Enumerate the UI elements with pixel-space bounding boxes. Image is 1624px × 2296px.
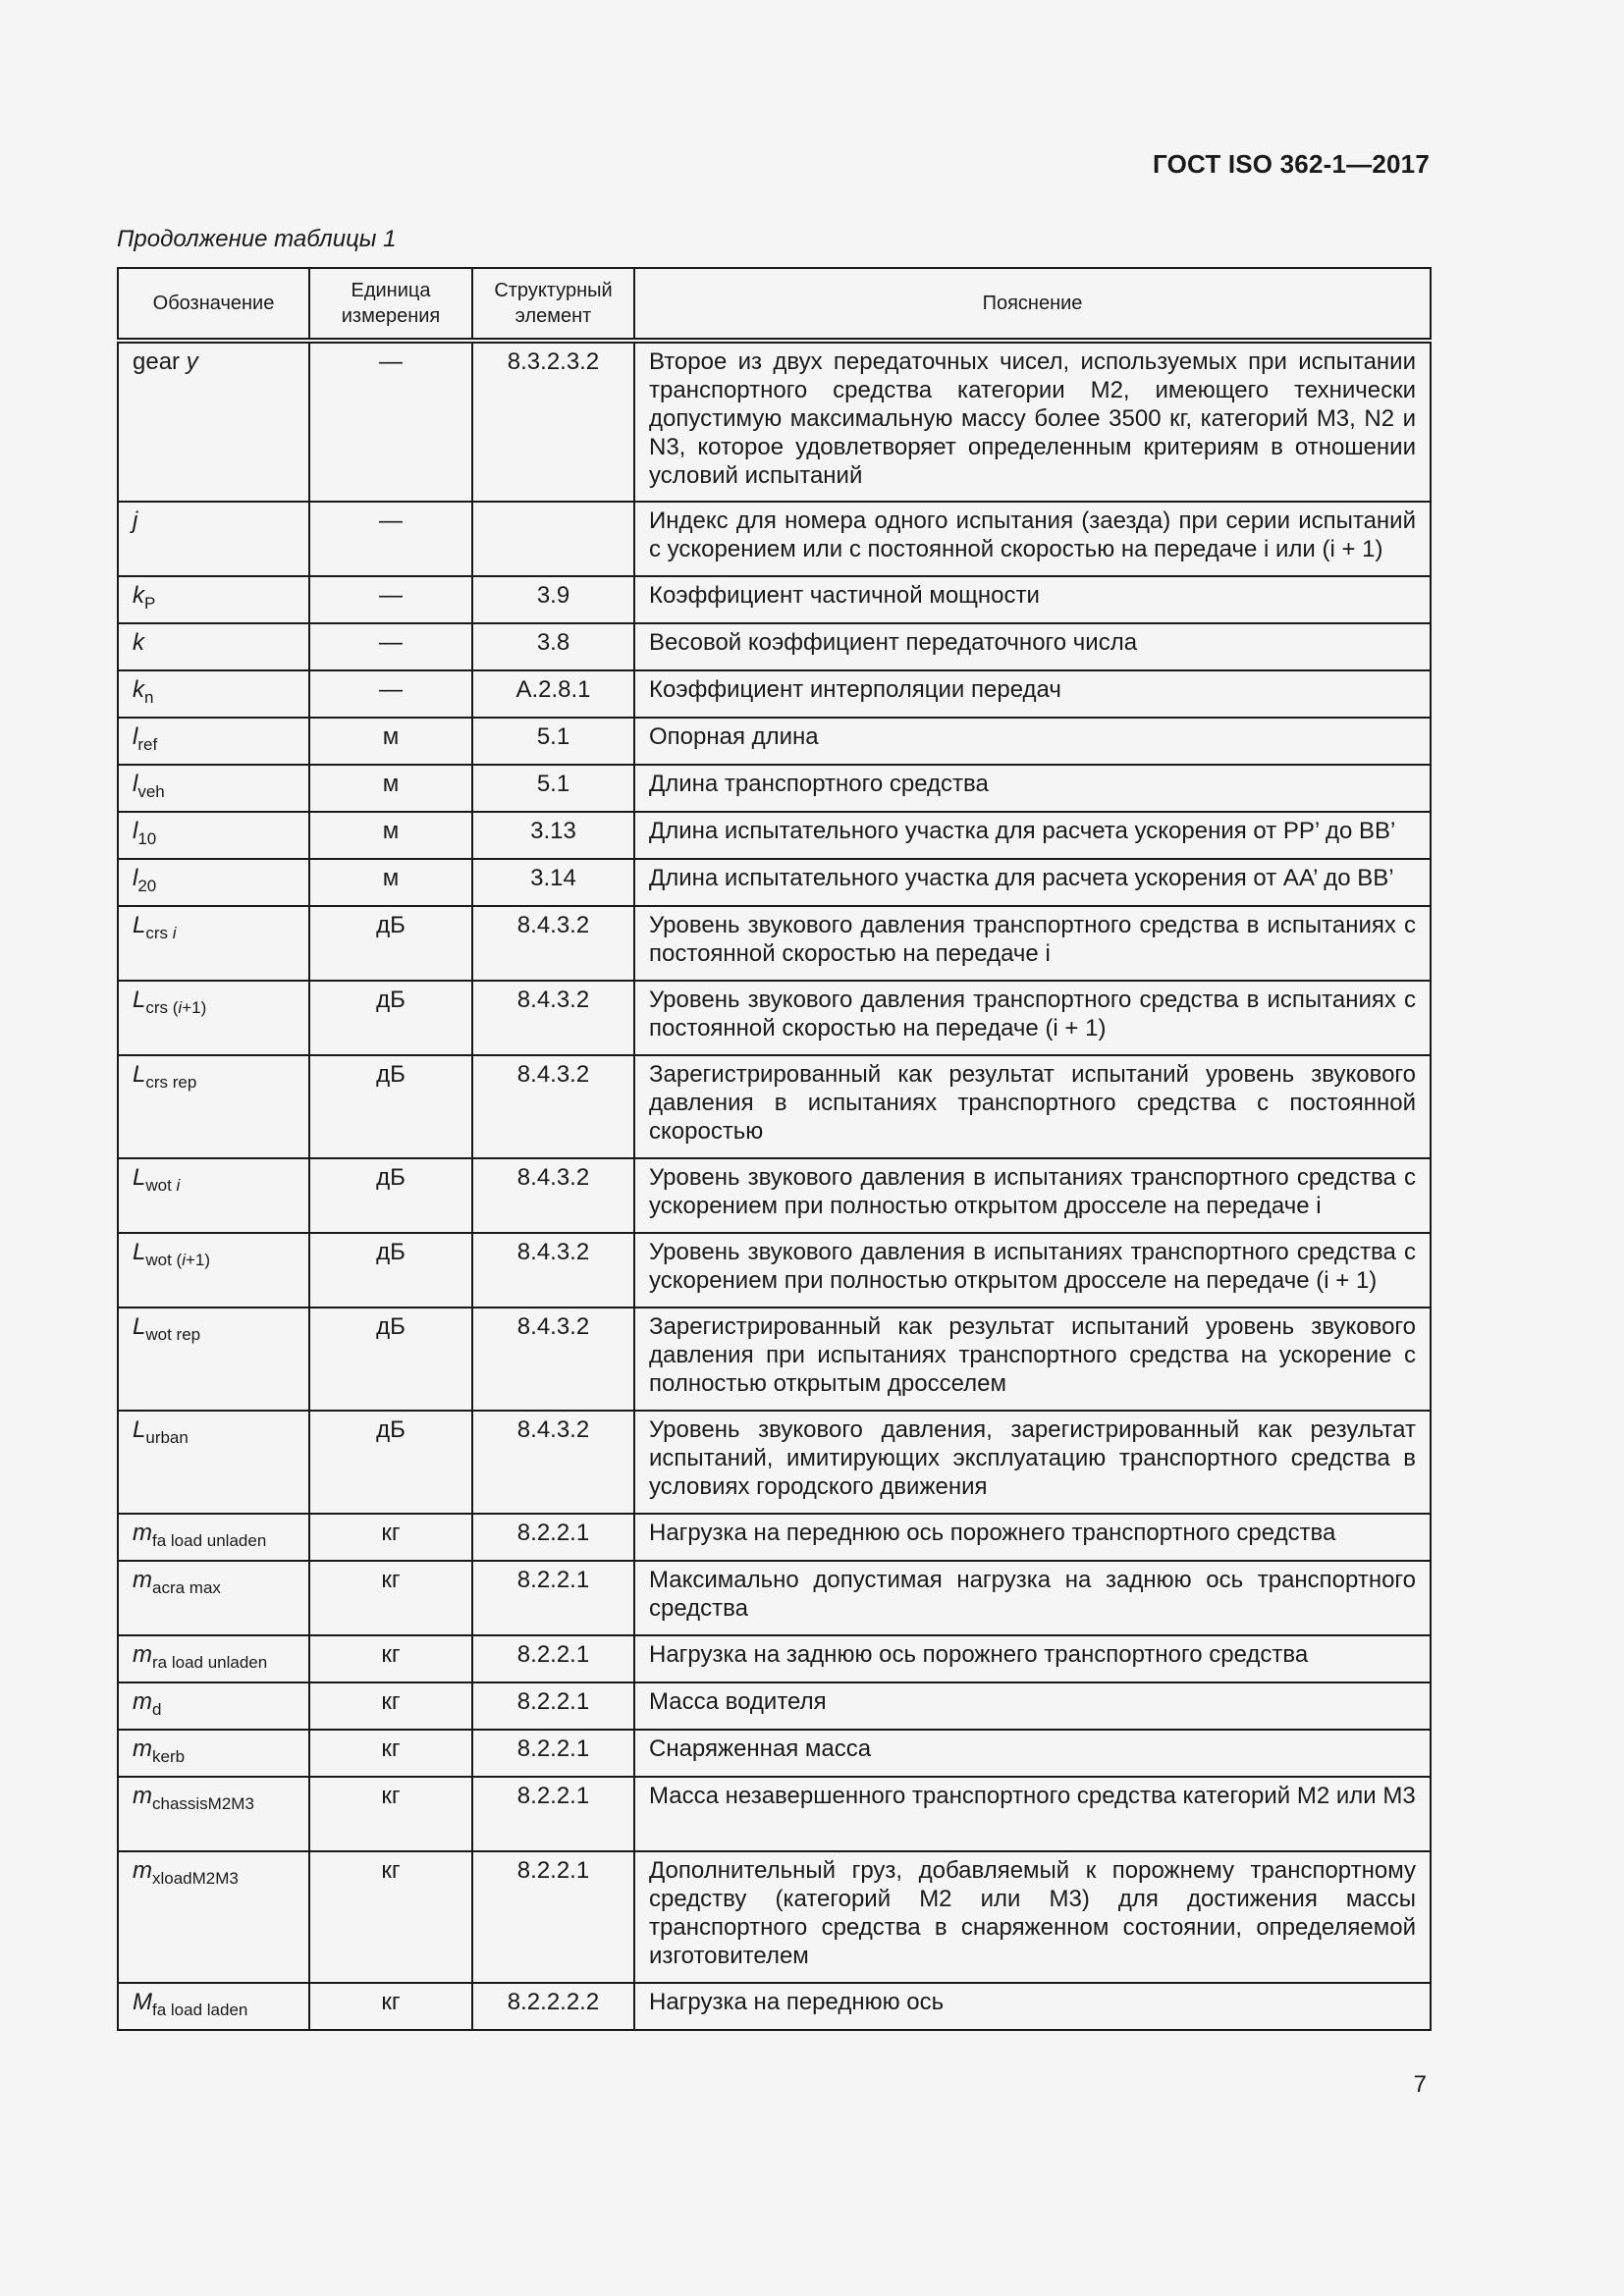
symbol-letter: m: [133, 1567, 152, 1593]
explanation-cell: Нагрузка на переднюю ось: [634, 1983, 1431, 2030]
symbol-cell: [118, 1730, 309, 1777]
unit-cell: —: [309, 623, 472, 670]
table-row: [118, 1682, 1431, 1730]
document-code: ГОСТ ISO 362-1—2017: [1152, 149, 1430, 179]
explanation-cell: Уровень звукового давления транспортного средства в испытаниях с постоянной скоростью на передаче (i + 1): [634, 981, 1431, 1055]
element-cell: 5.1: [472, 765, 634, 812]
table-caption: Продолжение таблицы 1: [117, 226, 397, 252]
explanation-cell: Второе из двух передаточных чисел, используемых при испытании транспортного средства категории М2, имеющего технически допустимую максимальную массу более 3500 кг, категорий М3, N2 и N3, которое удовлетворяет определенным критериям в отношении условий испытаний: [634, 341, 1431, 502]
table-row: [118, 1730, 1431, 1777]
unit-cell: м: [309, 812, 472, 859]
symbol-letter: m: [133, 1520, 152, 1546]
element-cell: 8.2.2.1: [472, 1561, 634, 1635]
table-row: [118, 1635, 1431, 1682]
unit-cell: м: [309, 718, 472, 765]
symbol: [133, 1164, 181, 1195]
unit-cell: кг: [309, 1635, 472, 1682]
explanation-cell: Зарегистрированный как результат испытаний уровень звукового давления в испытаниях транспортного средства с постоянной скоростью: [634, 1055, 1431, 1158]
symbols-table: [117, 267, 1432, 2031]
table-row: [118, 1983, 1431, 2030]
table-body: [118, 341, 1431, 2030]
symbol-subscript: wot rep: [145, 1325, 201, 1344]
table-row: [118, 502, 1431, 576]
element-cell: 3.13: [472, 812, 634, 859]
symbol-subscript: chassisM2M3: [152, 1794, 254, 1813]
symbol: [133, 912, 177, 942]
symbol-letter: l: [133, 723, 138, 750]
symbol-subscript: urban: [145, 1428, 189, 1447]
symbol-subscript: kerb: [152, 1747, 186, 1766]
explanation-cell: Опорная длина: [634, 718, 1431, 765]
element-cell: 8.4.3.2: [472, 906, 634, 981]
symbol-cell: [118, 1777, 309, 1851]
symbol: [133, 582, 156, 613]
symbol: [133, 987, 207, 1017]
element-cell: 8.2.2.1: [472, 1682, 634, 1730]
explanation-cell: Коэффициент интерполяции передач: [634, 670, 1431, 718]
symbol-subscript: n: [144, 688, 154, 707]
explanation-cell: Индекс для номера одного испытания (заезда) при серии испытаний с ускорением или с постоянной скоростью на передаче i или (i + 1): [634, 502, 1431, 576]
symbol-cell: [118, 981, 309, 1055]
symbol-subscript: wot i: [145, 1176, 181, 1195]
symbol-cell: [118, 670, 309, 718]
unit-cell: м: [309, 859, 472, 906]
symbol-letter: m: [133, 1688, 152, 1715]
symbol: [133, 1313, 201, 1344]
element-cell: 8.2.2.1: [472, 1730, 634, 1777]
symbol-subscript: ra load unladen: [152, 1653, 268, 1672]
unit-cell: кг: [309, 1514, 472, 1561]
symbol-subscript: crs i: [145, 924, 177, 942]
symbol-subscript: ref: [137, 735, 158, 754]
unit-cell: кг: [309, 1682, 472, 1730]
symbol-letter: l: [133, 818, 138, 844]
symbol-cell: [118, 576, 309, 623]
unit-cell: кг: [309, 1730, 472, 1777]
symbol: [133, 1567, 221, 1597]
unit-cell: кг: [309, 1851, 472, 1983]
column-header-unit: Единица измерения: [309, 268, 472, 341]
symbol-letter: y: [186, 348, 198, 375]
symbol: [133, 1239, 211, 1269]
symbol-cell: [118, 1411, 309, 1514]
symbol-letter: m: [133, 1641, 152, 1668]
element-cell: 8.4.3.2: [472, 1233, 634, 1308]
symbol-subscript: acra max: [152, 1578, 221, 1597]
symbol-subscript: 20: [137, 877, 157, 895]
element-cell: 3.9: [472, 576, 634, 623]
symbol-letter: M: [133, 1989, 152, 2015]
explanation-cell: Масса водителя: [634, 1682, 1431, 1730]
symbol-cell: [118, 859, 309, 906]
symbol: [133, 1783, 254, 1813]
symbol-letter: k: [133, 582, 144, 609]
table-row: [118, 981, 1431, 1055]
unit-cell: —: [309, 670, 472, 718]
symbol-cell: [118, 1851, 309, 1983]
element-cell: A.2.8.1: [472, 670, 634, 718]
symbol-letter: L: [133, 1061, 146, 1088]
unit-cell: дБ: [309, 1411, 472, 1514]
symbol-letter: m: [133, 1783, 152, 1809]
unit-cell: кг: [309, 1561, 472, 1635]
symbol-cell: [118, 1308, 309, 1411]
symbol-cell: [118, 1158, 309, 1233]
symbol-cell: [118, 1635, 309, 1682]
unit-cell: —: [309, 576, 472, 623]
element-cell: 8.2.2.1: [472, 1851, 634, 1983]
explanation-cell: Нагрузка на переднюю ось порожнего транспортного средства: [634, 1514, 1431, 1561]
symbol-subscript: fa load laden: [152, 2001, 248, 2019]
symbol-subscript: 10: [137, 829, 157, 848]
symbol-cell: [118, 812, 309, 859]
symbol-letter: L: [133, 1239, 146, 1265]
subscript-italic-i: i: [172, 924, 177, 942]
explanation-cell: Нагрузка на заднюю ось порожнего транспортного средства: [634, 1635, 1431, 1682]
symbol-subscript: wot (i+1): [145, 1251, 211, 1269]
unit-cell: дБ: [309, 906, 472, 981]
table-row: [118, 906, 1431, 981]
symbol-letter: j: [133, 507, 138, 534]
symbol-letter: L: [133, 1313, 146, 1340]
element-cell: 8.4.3.2: [472, 981, 634, 1055]
symbol-letter: L: [133, 1164, 146, 1191]
symbol-subscript: veh: [137, 782, 165, 801]
symbol-subscript: crs rep: [145, 1073, 197, 1092]
element-cell: 8.3.2.3.2: [472, 341, 634, 502]
explanation-cell: Снаряженная масса: [634, 1730, 1431, 1777]
symbol-prefix: gear: [133, 348, 187, 375]
table-row: [118, 623, 1431, 670]
symbol-letter: l: [133, 771, 138, 797]
element-cell: 8.2.2.2.2: [472, 1983, 634, 2030]
element-cell: 8.2.2.1: [472, 1777, 634, 1851]
unit-cell: дБ: [309, 1233, 472, 1308]
symbol: [133, 507, 137, 534]
table-row: [118, 1561, 1431, 1635]
symbol-cell: [118, 1055, 309, 1158]
symbol-cell: [118, 1514, 309, 1561]
unit-cell: м: [309, 765, 472, 812]
table-header-row: [118, 268, 1431, 341]
symbol-letter: L: [133, 912, 146, 938]
symbol: [133, 1735, 186, 1766]
table-row: [118, 1308, 1431, 1411]
symbol: [133, 1061, 197, 1092]
element-cell: 8.4.3.2: [472, 1411, 634, 1514]
table-row: [118, 670, 1431, 718]
explanation-cell: Весовой коэффициент передаточного числа: [634, 623, 1431, 670]
symbol: [133, 771, 165, 801]
explanation-cell: Зарегистрированный как результат испытаний уровень звукового давления при испытаниях транспортного средства на ускорение с полностью открытым дросселем: [634, 1308, 1431, 1411]
table-row: [118, 1514, 1431, 1561]
table-row: [118, 341, 1431, 502]
column-header-element: Структурный элемент: [472, 268, 634, 341]
symbol: [133, 676, 154, 707]
table-row: [118, 1055, 1431, 1158]
element-cell: 3.8: [472, 623, 634, 670]
unit-cell: дБ: [309, 1158, 472, 1233]
symbol: [133, 1857, 239, 1888]
table-row: [118, 1777, 1431, 1851]
unit-cell: кг: [309, 1777, 472, 1851]
column-header-symbol: Обозначение: [118, 268, 309, 341]
symbol-subscript: crs (i+1): [145, 998, 207, 1017]
explanation-cell: Коэффициент частичной мощности: [634, 576, 1431, 623]
symbol-letter: L: [133, 987, 146, 1013]
table-row: [118, 718, 1431, 765]
element-cell: 8.2.2.1: [472, 1514, 634, 1561]
table-row: [118, 576, 1431, 623]
explanation-cell: Уровень звукового давления в испытаниях транспортного средства с ускорением при полностью открытом дросселе на передаче (i + 1): [634, 1233, 1431, 1308]
symbol-letter: m: [133, 1735, 152, 1762]
symbol: [133, 1641, 268, 1672]
symbol-letter: k: [133, 629, 144, 656]
symbol-cell: [118, 906, 309, 981]
element-cell: 8.4.3.2: [472, 1055, 634, 1158]
subscript-italic-i: i: [182, 1251, 186, 1269]
explanation-cell: Уровень звукового давления транспортного средства в испытаниях с постоянной скоростью на передаче i: [634, 906, 1431, 981]
symbol-cell: [118, 502, 309, 576]
explanation-cell: Уровень звукового давления, зарегистрированный как результат испытаний, имитирующих эксплуатацию транспортного средства в условиях городского движения: [634, 1411, 1431, 1514]
symbol-cell: [118, 1983, 309, 2030]
symbol: [133, 723, 158, 754]
subscript-italic-i: i: [176, 1176, 181, 1195]
symbol-cell: [118, 718, 309, 765]
symbol-subscript: d: [152, 1700, 162, 1719]
symbol: [133, 1520, 267, 1550]
table-row: [118, 1851, 1431, 1983]
symbol-letter: L: [133, 1416, 146, 1443]
element-cell: [472, 502, 634, 576]
element-cell: 8.4.3.2: [472, 1158, 634, 1233]
table-row: [118, 765, 1431, 812]
explanation-cell: Дополнительный груз, добавляемый к порожнему транспортному средству (категорий М2 или М3) для достижения массы транспортного средства в снаряженном состоянии, определяемой изготовителем: [634, 1851, 1431, 1983]
symbol-subscript: P: [144, 594, 156, 613]
unit-cell: дБ: [309, 981, 472, 1055]
symbol-cell: [118, 1561, 309, 1635]
symbol: [133, 1989, 248, 2019]
symbol-letter: l: [133, 865, 138, 891]
table-row: [118, 1411, 1431, 1514]
table-row: [118, 1233, 1431, 1308]
symbol-cell: [118, 765, 309, 812]
column-header-explanation: Пояснение: [634, 268, 1431, 341]
symbol-letter: m: [133, 1857, 152, 1884]
element-cell: 8.4.3.2: [472, 1308, 634, 1411]
symbol-subscript: xloadM2M3: [152, 1869, 239, 1888]
symbol-letter: k: [133, 676, 144, 703]
unit-cell: дБ: [309, 1308, 472, 1411]
table-row: [118, 1158, 1431, 1233]
symbol: [133, 629, 144, 656]
symbol: [133, 865, 157, 895]
explanation-cell: Длина испытательного участка для расчета ускорения от PP’ до BB’: [634, 812, 1431, 859]
element-cell: 3.14: [472, 859, 634, 906]
unit-cell: —: [309, 502, 472, 576]
explanation-cell: Длина транспортного средства: [634, 765, 1431, 812]
explanation-cell: Длина испытательного участка для расчета ускорения от AA’ до BB’: [634, 859, 1431, 906]
symbol: [133, 1416, 189, 1447]
table-row: [118, 812, 1431, 859]
symbol-cell: [118, 1682, 309, 1730]
table-row: [118, 859, 1431, 906]
unit-cell: дБ: [309, 1055, 472, 1158]
symbol-cell: [118, 623, 309, 670]
symbol: [133, 1688, 162, 1719]
symbol-cell: [118, 341, 309, 502]
subscript-italic-i: i: [178, 998, 183, 1017]
unit-cell: кг: [309, 1983, 472, 2030]
page-number: 7: [1413, 2071, 1427, 2098]
symbol: [133, 348, 198, 375]
explanation-cell: Уровень звукового давления в испытаниях транспортного средства с ускорением при полностью открытом дросселе на передаче i: [634, 1158, 1431, 1233]
unit-cell: —: [309, 341, 472, 502]
element-cell: 8.2.2.1: [472, 1635, 634, 1682]
element-cell: 5.1: [472, 718, 634, 765]
explanation-cell: Максимально допустимая нагрузка на заднюю ось транспортного средства: [634, 1561, 1431, 1635]
symbol-cell: [118, 1233, 309, 1308]
symbol: [133, 818, 157, 848]
symbol-subscript: fa load unladen: [152, 1531, 267, 1550]
explanation-cell: Масса незавершенного транспортного средства категорий М2 или М3: [634, 1777, 1431, 1851]
